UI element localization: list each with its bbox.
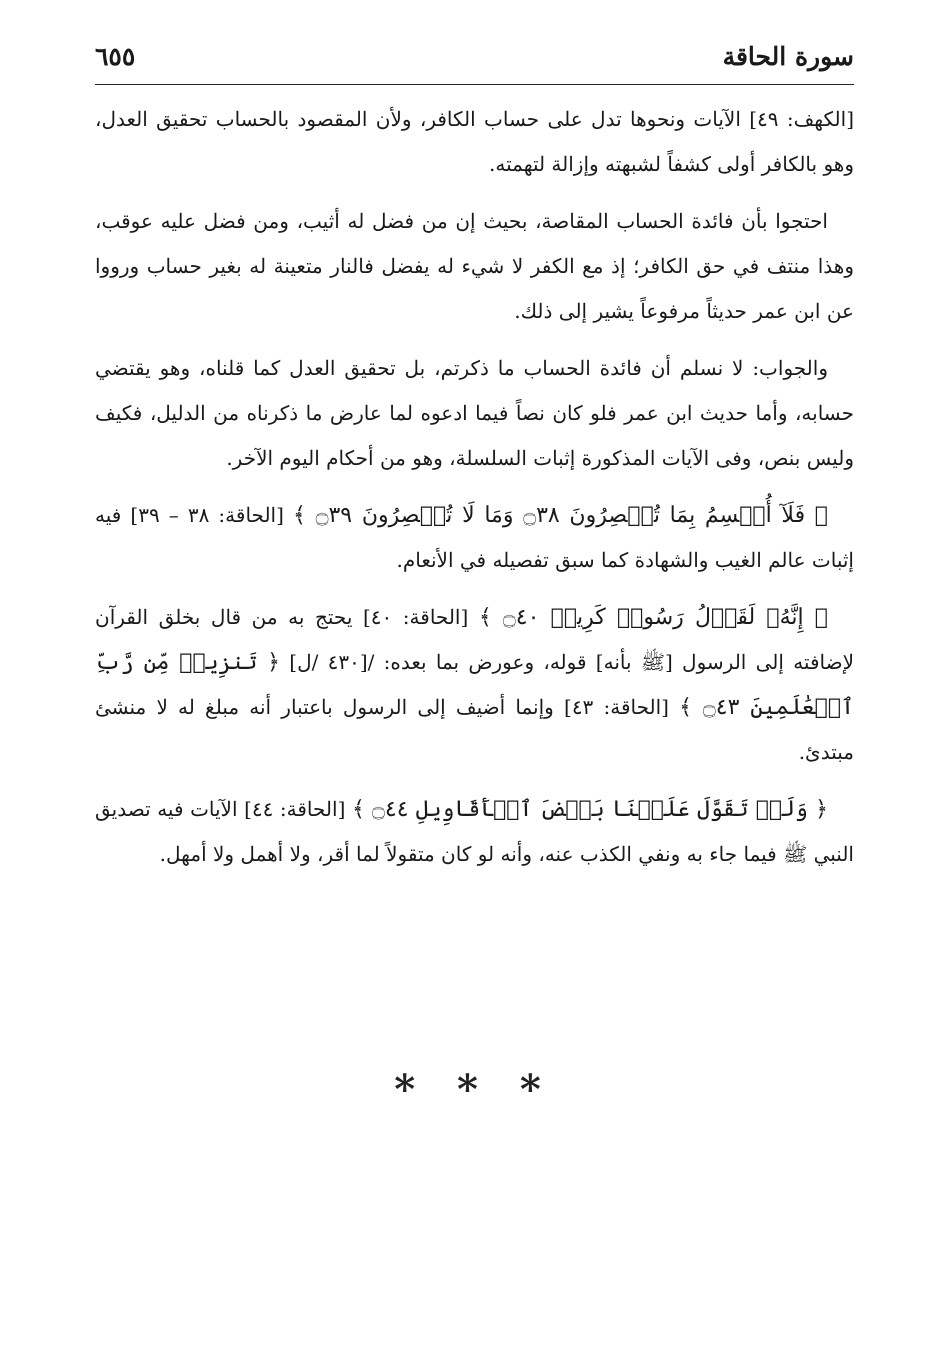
paragraph-text: احتجوا بأن فائدة الحساب المقاصة، بحيث إن من فضل له أثيب، ومن فضل عليه عوقب، وهذا منتف في حق الكافر؛ إذ مع الكفر لا شيء له يفضل فالنار متعينة له بغير حساب ورووا عن ابن عمر حديثاً مرفوعاً يشير إلى ذلك. (95, 209, 854, 323)
paragraph-text: [الحاقة: ٤٠] يحتج به من قال بخلق القرآن لإضافته إلى الرسول [ﷺ بأنه] قوله، وعورض بما بعده: /[٤٣٠ /ل] (95, 605, 854, 674)
quran-verse: ﴿ تَنزِيلٞ مِّن رَّبِّ ٱلۡعَٰلَمِينَ ۝٤٣ ﴾ (95, 650, 854, 720)
paragraph-5 (95, 595, 854, 775)
paragraph-text: [الحاقة: ٣٨ – ٣٩] فيه إثبات عالم الغيب والشهادة كما سبق تفصيله في الأنعام. (95, 503, 854, 572)
book-page (95, 38, 854, 1367)
section-separator: * * * (394, 1066, 555, 1113)
paragraph-text: [الحاقة: ٤٣] وإنما أضيف إلى الرسول باعتبار أنه مبلغ له لا منشئ مبتدئ. (95, 695, 854, 764)
paragraph-text: والجواب: لا نسلم أن فائدة الحساب ما ذكرتم، بل تحقيق العدل كما قلناه، وهو يقتضي حسابه، وأما حديث ابن عمر فلو كان نصاً فيما ادعوه لما عارض ما ذكرناه من الدليل، فكيف وليس بنص، وفى الآيات المذكورة إثبات السلسلة، وهو من أحكام اليوم الآخر. (95, 356, 854, 470)
quran-verse: ﴿ فَلَآ أُقۡسِمُ بِمَا تُبۡصِرُونَ ۝٣٨ وَمَا لَا تُبۡصِرُونَ ۝٣٩ ﴾ (292, 503, 828, 528)
paragraph-3 (95, 346, 854, 481)
paragraph-text: [الحاقة: ٤٤] الآيات فيه تصديق النبي ﷺ فيما جاء به ونفي الكذب عنه، وأنه لو كان متقولاً لما أقر، ولا أهمل ولا أمهل. (95, 797, 854, 866)
paragraph-4 (95, 493, 854, 583)
paragraph-1 (95, 97, 854, 187)
quran-verse: ﴿ إِنَّهُۥ لَقَوۡلُ رَسُولٖ كَرِيمٖ ۝٤٠ ﴾ (478, 605, 828, 630)
page-header (95, 38, 854, 85)
quran-verse: ﴿ وَلَوۡ تَقَوَّلَ عَلَيۡنَا بَعۡضَ ٱلۡأَقَاوِيلِ ۝٤٤ ﴾ (351, 797, 828, 822)
surah-title: سورة الحاقة (722, 42, 854, 71)
paragraph-6 (95, 787, 854, 877)
paragraph-2 (95, 199, 854, 334)
page-body (95, 97, 854, 877)
paragraph-text: [الكهف: ٤٩] الآيات ونحوها تدل على حساب الكافر، ولأن المقصود بالحساب تحقيق العدل، وهو بالكافر أولى كشفاً لشبهته وإزالة لتهمته. (95, 107, 855, 176)
page-number: ٦٥٥ (95, 42, 136, 71)
